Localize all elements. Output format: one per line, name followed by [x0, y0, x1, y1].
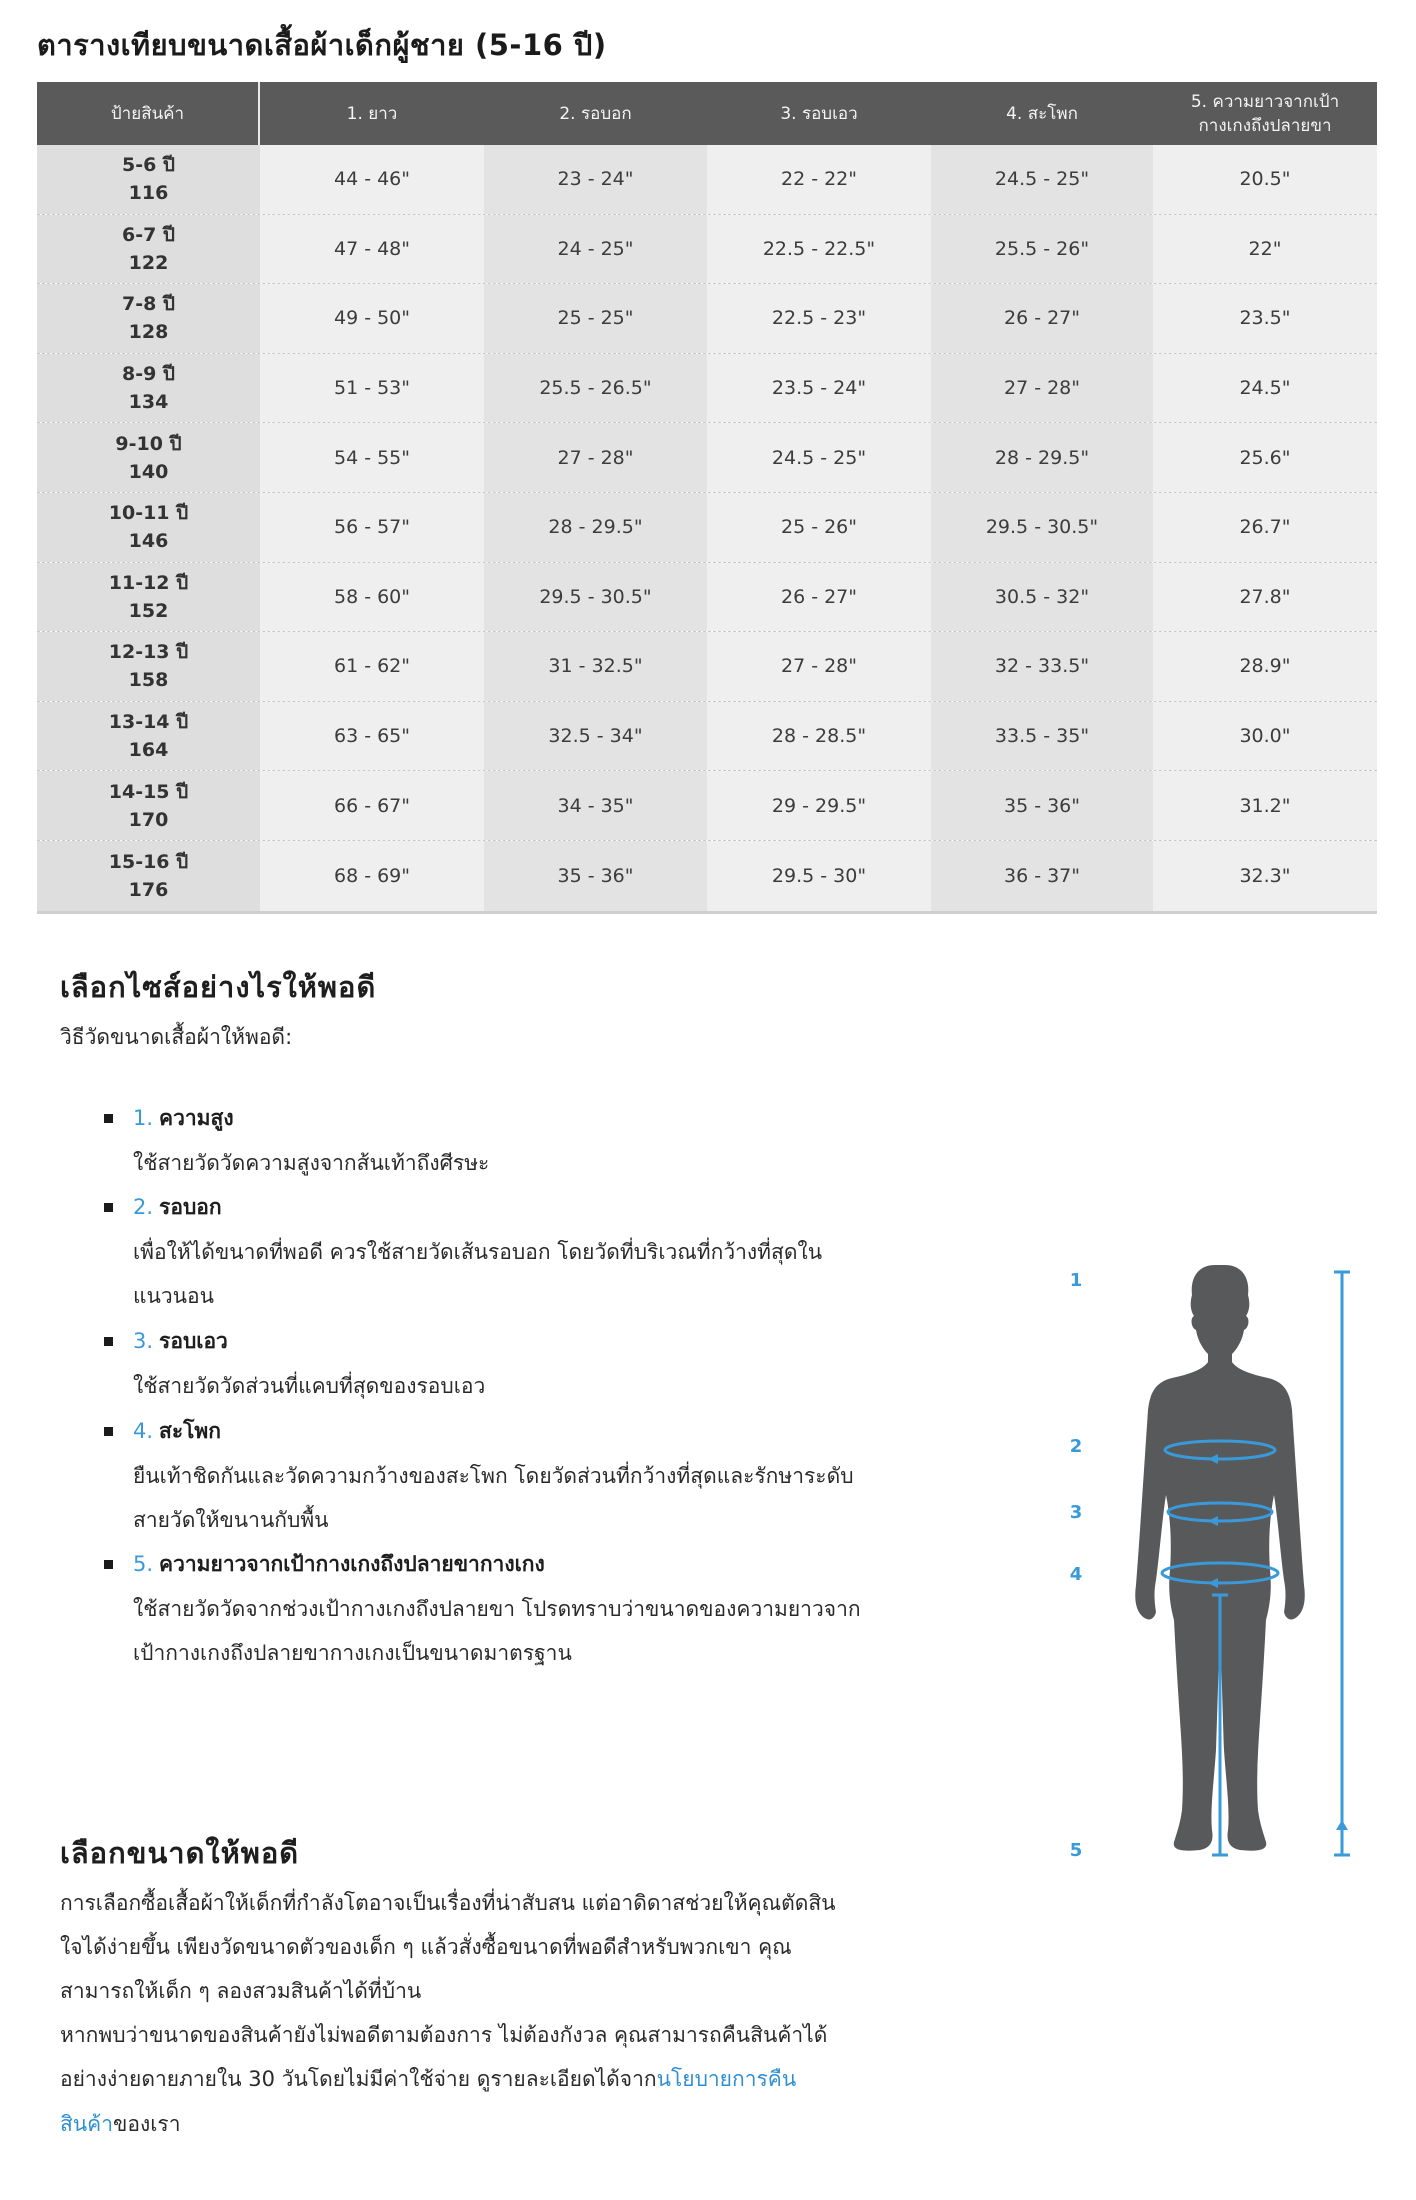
inseam-cell: 24.5": [1153, 354, 1377, 423]
table-row: [37, 632, 1377, 702]
fit-paragraph-line: การเลือกซื้อเสื้อผ้าให้เด็กที่กำลังโตอาจเป็นเรื่องที่น่าสับสน แต่อาดิดาสช่วยให้คุณตัดสิน: [60, 1891, 836, 1915]
height-cell: 47 - 48": [260, 215, 484, 284]
hip-cell: 32 - 33.5": [931, 632, 1153, 701]
size-number: 122: [128, 251, 169, 274]
figure-label-5: 5: [1069, 1840, 1083, 1861]
header-inseam: [1153, 82, 1377, 145]
hip-cell: 27 - 28": [931, 354, 1153, 423]
inseam-cell: 22": [1153, 215, 1377, 284]
how-to-heading: เลือกไซส์อย่างไรให้พอดี: [60, 970, 377, 1004]
bullet-icon: [104, 1560, 113, 1569]
chest-cell: 28 - 29.5": [484, 493, 707, 562]
table-row: [37, 215, 1377, 285]
measurement-description: ใช้สายวัดวัดความสูงจากส้นเท้าถึงศีรษะ: [133, 1150, 490, 1175]
measurement-item-title: [133, 1192, 222, 1222]
size-number: 146: [128, 530, 169, 553]
table-row: [37, 354, 1377, 424]
table-body: [37, 145, 1377, 911]
age-range: 9-10 ปี: [115, 432, 182, 455]
measurement-description: ใช้สายวัดวัดจากช่วงเป้ากางเกงถึงปลายขา โปรดทราบว่าขนาดของความยาวจาก: [133, 1596, 861, 1621]
height-cell: 49 - 50": [260, 284, 484, 353]
inseam-cell: 20.5": [1153, 145, 1377, 214]
size-number: 128: [128, 321, 169, 344]
table-row: [37, 423, 1377, 493]
fit-paragraph-line: [60, 2109, 181, 2139]
size-label-cell: [37, 354, 260, 423]
waist-cell: 22.5 - 22.5": [707, 215, 931, 284]
bullet-icon: [104, 1337, 113, 1346]
hip-cell: 29.5 - 30.5": [931, 493, 1153, 562]
inseam-cell: 23.5": [1153, 284, 1377, 353]
chest-cell: 31 - 32.5": [484, 632, 707, 701]
fit-paragraph-line: [60, 2064, 796, 2094]
measurement-item-title: [133, 1549, 545, 1579]
measurement-name: ความสูง: [159, 1106, 234, 1130]
figure-label-3: 3: [1069, 1502, 1083, 1523]
measurement-description: เพื่อให้ได้ขนาดที่พอดี ควรใช้สายวัดเส้นรอบอก โดยวัดที่บริเวณที่กว้างที่สุดใน: [133, 1239, 823, 1264]
header-waist: 3. รอบเอว: [780, 103, 858, 124]
header-inseam-line1: 5. ความยาวจากเป้า: [1190, 91, 1340, 112]
size-number: 140: [128, 460, 169, 483]
age-range: 14-15 ปี: [108, 780, 189, 803]
waist-cell: 26 - 27": [707, 563, 931, 632]
fit-paragraph-tail: ของเรา: [113, 2112, 181, 2136]
hip-cell: 30.5 - 32": [931, 563, 1153, 632]
fit-paragraph-line: หากพบว่าขนาดของสินค้ายังไม่พอดีตามต้องการ ไม่ต้องกังวล คุณสามารถคืนสินค้าได้: [60, 2023, 828, 2047]
table-row: [37, 563, 1377, 633]
figure-label-1: 1: [1069, 1270, 1083, 1291]
age-range: 11-12 ปี: [108, 571, 189, 594]
age-range: 12-13 ปี: [108, 641, 189, 664]
measurement-item-title: [133, 1416, 221, 1446]
table-row: [37, 841, 1377, 911]
size-number: 170: [128, 808, 169, 831]
header-inseam-line2: กางเกงถึงปลายขา: [1198, 115, 1332, 136]
chest-cell: 27 - 28": [484, 423, 707, 492]
height-cell: 61 - 62": [260, 632, 484, 701]
measurement-description: สายวัดให้ขนานกับพื้น: [133, 1508, 329, 1532]
table-row: [37, 771, 1377, 841]
size-number: 158: [128, 669, 169, 692]
height-cell: 68 - 69": [260, 841, 484, 911]
measurement-number: 1.: [133, 1106, 154, 1130]
waist-cell: 23.5 - 24": [707, 354, 931, 423]
waist-cell: 22 - 22": [707, 145, 931, 214]
size-chart-table: [37, 82, 1377, 914]
size-label-cell: [37, 702, 260, 771]
return-policy-link[interactable]: นโยบายการคืน: [656, 2067, 797, 2091]
inseam-cell: 30.0": [1153, 702, 1377, 771]
bullet-icon: [104, 1427, 113, 1436]
chest-cell: 25 - 25": [484, 284, 707, 353]
measurement-name: รอบอก: [159, 1195, 222, 1219]
hip-cell: 36 - 37": [931, 841, 1153, 911]
header-hip: 4. สะโพก: [1006, 103, 1078, 124]
waist-cell: 22.5 - 23": [707, 284, 931, 353]
age-range: 5-6 ปี: [121, 154, 175, 177]
measurement-number: 2.: [133, 1195, 154, 1219]
waist-cell: 28 - 28.5": [707, 702, 931, 771]
measurement-name: ความยาวจากเป้ากางเกงถึงปลายขากางเกง: [159, 1552, 545, 1576]
size-label-cell: [37, 563, 260, 632]
chest-cell: 32.5 - 34": [484, 702, 707, 771]
size-number: 164: [128, 739, 169, 762]
header-product-label: ป้ายสินค้า: [37, 82, 260, 145]
body-measurement-figure: [1090, 1250, 1370, 1875]
age-range: 15-16 ปี: [108, 850, 189, 873]
chest-cell: 29.5 - 30.5": [484, 563, 707, 632]
bullet-icon: [104, 1203, 113, 1212]
return-policy-link-continued[interactable]: สินค้า: [60, 2112, 114, 2136]
measurement-description: เป้ากางเกงถึงปลายขากางเกงเป็นขนาดมาตรฐาน: [133, 1641, 572, 1665]
chest-cell: 23 - 24": [484, 145, 707, 214]
measurement-description: ใช้สายวัดวัดส่วนที่แคบที่สุดของรอบเอว: [133, 1373, 486, 1398]
measurement-number: 4.: [133, 1419, 154, 1443]
inseam-cell: 32.3": [1153, 841, 1377, 911]
hip-cell: 26 - 27": [931, 284, 1153, 353]
size-number: 116: [128, 182, 169, 205]
table-row: [37, 702, 1377, 772]
size-number: 152: [128, 599, 169, 622]
size-label-cell: [37, 423, 260, 492]
page-title: ตารางเทียบขนาดเสื้อผ้าเด็กผู้ชาย (5-16 ปี): [37, 28, 607, 62]
waist-cell: 29 - 29.5": [707, 771, 931, 840]
fit-paragraph-line: สามารถให้เด็ก ๆ ลองสวมสินค้าได้ที่บ้าน: [60, 1979, 422, 2003]
hip-cell: 25.5 - 26": [931, 215, 1153, 284]
how-to-subtitle: วิธีวัดขนาดเสื้อผ้าให้พอดี:: [60, 1025, 293, 1049]
waist-cell: 29.5 - 30": [707, 841, 931, 911]
table-bottom-border: [37, 911, 1377, 914]
height-cell: 54 - 55": [260, 423, 484, 492]
height-cell: 44 - 46": [260, 145, 484, 214]
figure-label-2: 2: [1069, 1436, 1083, 1457]
chest-cell: 35 - 36": [484, 841, 707, 911]
fit-paragraph-line: ใจได้ง่ายขึ้น เพียงวัดขนาดตัวของเด็ก ๆ แล้วสั่งซื้อขนาดที่พอดีสำหรับพวกเขา คุณ: [60, 1935, 792, 1959]
figure-label-4: 4: [1069, 1564, 1083, 1585]
table-row: [37, 145, 1377, 215]
inseam-cell: 28.9": [1153, 632, 1377, 701]
size-label-cell: [37, 215, 260, 284]
size-label-cell: [37, 771, 260, 840]
height-cell: 56 - 57": [260, 493, 484, 562]
measurement-name: รอบเอว: [159, 1329, 228, 1353]
age-range: 13-14 ปี: [108, 711, 189, 734]
height-cell: 66 - 67": [260, 771, 484, 840]
header-chest: 2. รอบอก: [559, 103, 632, 124]
chest-cell: 34 - 35": [484, 771, 707, 840]
hip-cell: 33.5 - 35": [931, 702, 1153, 771]
size-label-cell: [37, 493, 260, 562]
measurement-item-title: [133, 1103, 234, 1133]
hip-cell: 35 - 36": [931, 771, 1153, 840]
size-label-cell: [37, 632, 260, 701]
header-height: 1. ยาว: [346, 103, 398, 124]
measurement-name: สะโพก: [159, 1419, 221, 1443]
measurement-number: 5.: [133, 1552, 154, 1576]
waist-cell: 24.5 - 25": [707, 423, 931, 492]
inseam-cell: 27.8": [1153, 563, 1377, 632]
measurement-description: แนวนอน: [133, 1284, 215, 1308]
fit-paragraph-text: อย่างง่ายดายภายใน 30 วันโดยไม่มีค่าใช้จ่าย ดูรายละเอียดได้จาก: [60, 2067, 657, 2091]
inseam-cell: 26.7": [1153, 493, 1377, 562]
chest-cell: 25.5 - 26.5": [484, 354, 707, 423]
hip-cell: 28 - 29.5": [931, 423, 1153, 492]
waist-cell: 27 - 28": [707, 632, 931, 701]
hip-cell: 24.5 - 25": [931, 145, 1153, 214]
age-range: 10-11 ปี: [108, 502, 189, 525]
table-header: [37, 82, 1377, 145]
height-cell: 51 - 53": [260, 354, 484, 423]
size-number: 176: [128, 878, 169, 901]
size-label-cell: [37, 145, 260, 214]
height-cell: 63 - 65": [260, 702, 484, 771]
table-row: [37, 493, 1377, 563]
size-number: 134: [128, 391, 169, 414]
measurement-description: ยืนเท้าชิดกันและวัดความกว้างของสะโพก โดยวัดส่วนที่กว้างที่สุดและรักษาระดับ: [133, 1463, 854, 1488]
inseam-cell: 31.2": [1153, 771, 1377, 840]
measurement-item-title: [133, 1326, 228, 1356]
inseam-cell: 25.6": [1153, 423, 1377, 492]
age-range: 7-8 ปี: [121, 293, 175, 316]
age-range: 8-9 ปี: [121, 363, 175, 386]
age-range: 6-7 ปี: [121, 223, 175, 246]
bullet-icon: [104, 1114, 113, 1123]
waist-cell: 25 - 26": [707, 493, 931, 562]
measurement-number: 3.: [133, 1329, 154, 1353]
chest-cell: 24 - 25": [484, 215, 707, 284]
height-cell: 58 - 60": [260, 563, 484, 632]
fit-heading: เลือกขนาดให้พอดี: [60, 1836, 300, 1870]
size-label-cell: [37, 284, 260, 353]
table-row: [37, 284, 1377, 354]
size-label-cell: [37, 841, 260, 911]
